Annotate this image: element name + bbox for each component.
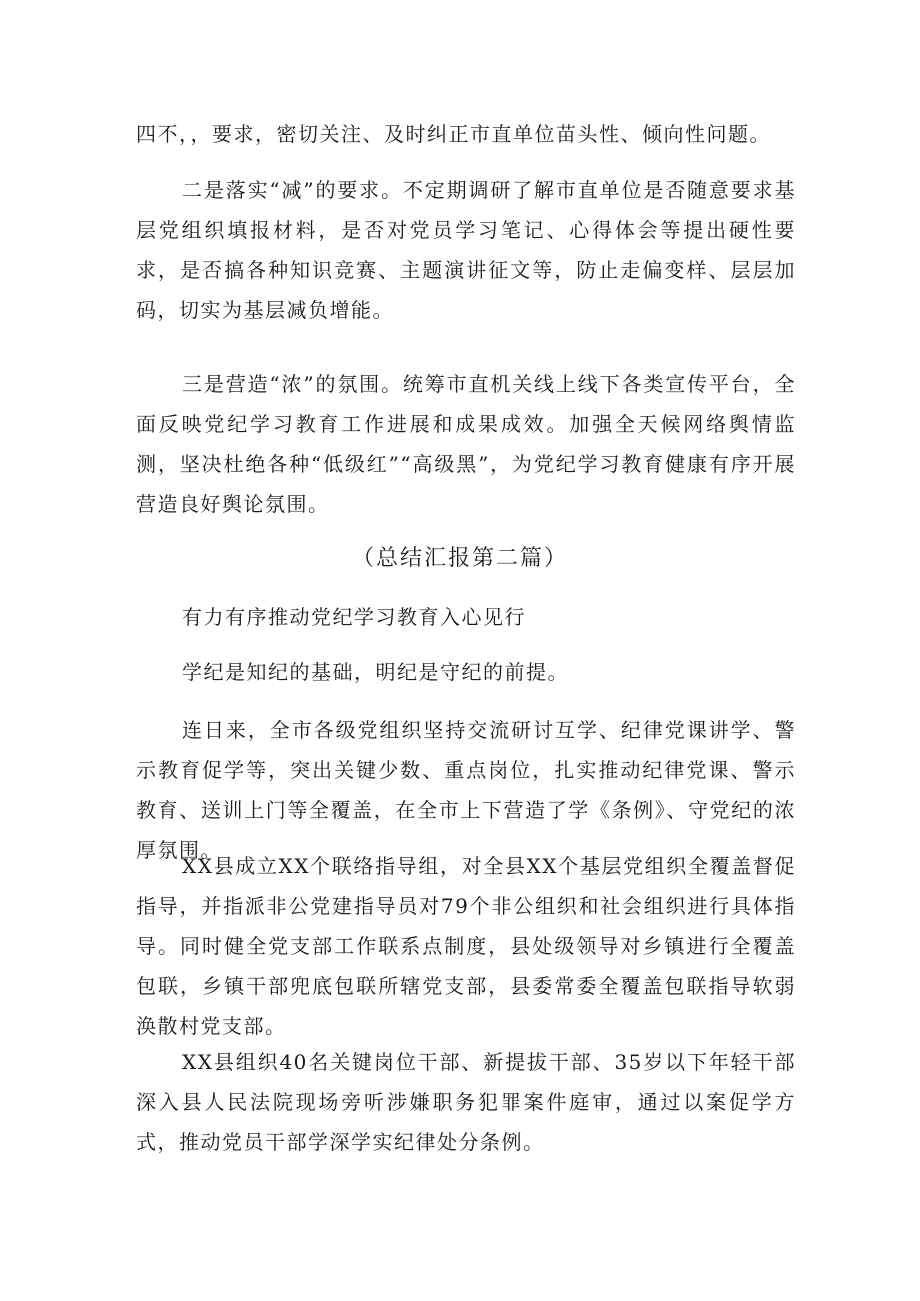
paragraph-reduce-burden: 二是落实“减”的要求。不定期调研了解市直单位是否随意要求基层党组织填报材料，是否对党员学习笔记、心得体会等提出硬性要求，是否搞各种知识竞赛、主题演讲征文等，防止走偏变样、层层加码，切实为基层减负增能。 (136, 178, 796, 322)
article-headline: 有力有序推动党纪学习教育入心见行 (182, 605, 526, 629)
paragraph-citywide: 连日来，全市各级党组织坚持交流研讨互学、纪律党课讲学、警示教育促学等，突出关键少数、重点岗位，扎实推动纪律党课、警示教育、送训上门等全覆盖，在全市上下营造了学《条例》、守党纪的浓厚氛围。 (136, 718, 796, 862)
paragraph-continuation: 四不，，要求，密切关注、及时纠正市直单位苗头性、倾向性问题。 (136, 122, 771, 146)
section-title: （总结汇报第二篇） (351, 546, 568, 571)
paragraph-atmosphere: 三是营造“浓”的氛围。统筹市直机关线上线下各类宣传平台，全面反映党纪学习教育工作进展和成果成效。加强全天候网络舆情监测，坚决杜绝各种“低级红”“高级黑”，为党纪学习教育健康有序开展营造良好舆论氛围。 (136, 372, 796, 516)
paragraph-county-guidance: XX县成立XX个联络指导组，对全县XX个基层党组织全覆盖督促指导，并指派非公党建指导员对79个非公组织和社会组织进行具体指导。同时健全党支部工作联系点制度，县处级领导对乡镇进行全覆盖包联，乡镇干部兜底包联所辖党支部，县委常委全覆盖包联指导软弱涣散村党支部。 (136, 854, 796, 1038)
paragraph-intro: 学纪是知纪的基础，明纪是守纪的前提。 (182, 660, 569, 684)
paragraph-county-trial: XX县组织40名关键岗位干部、新提拔干部、35岁以下年轻干部深入县人民法院现场旁听涉嫌职务犯罪案件庭审，通过以案促学方式，推动党员干部学深学实纪律处分条例。 (136, 1050, 796, 1154)
